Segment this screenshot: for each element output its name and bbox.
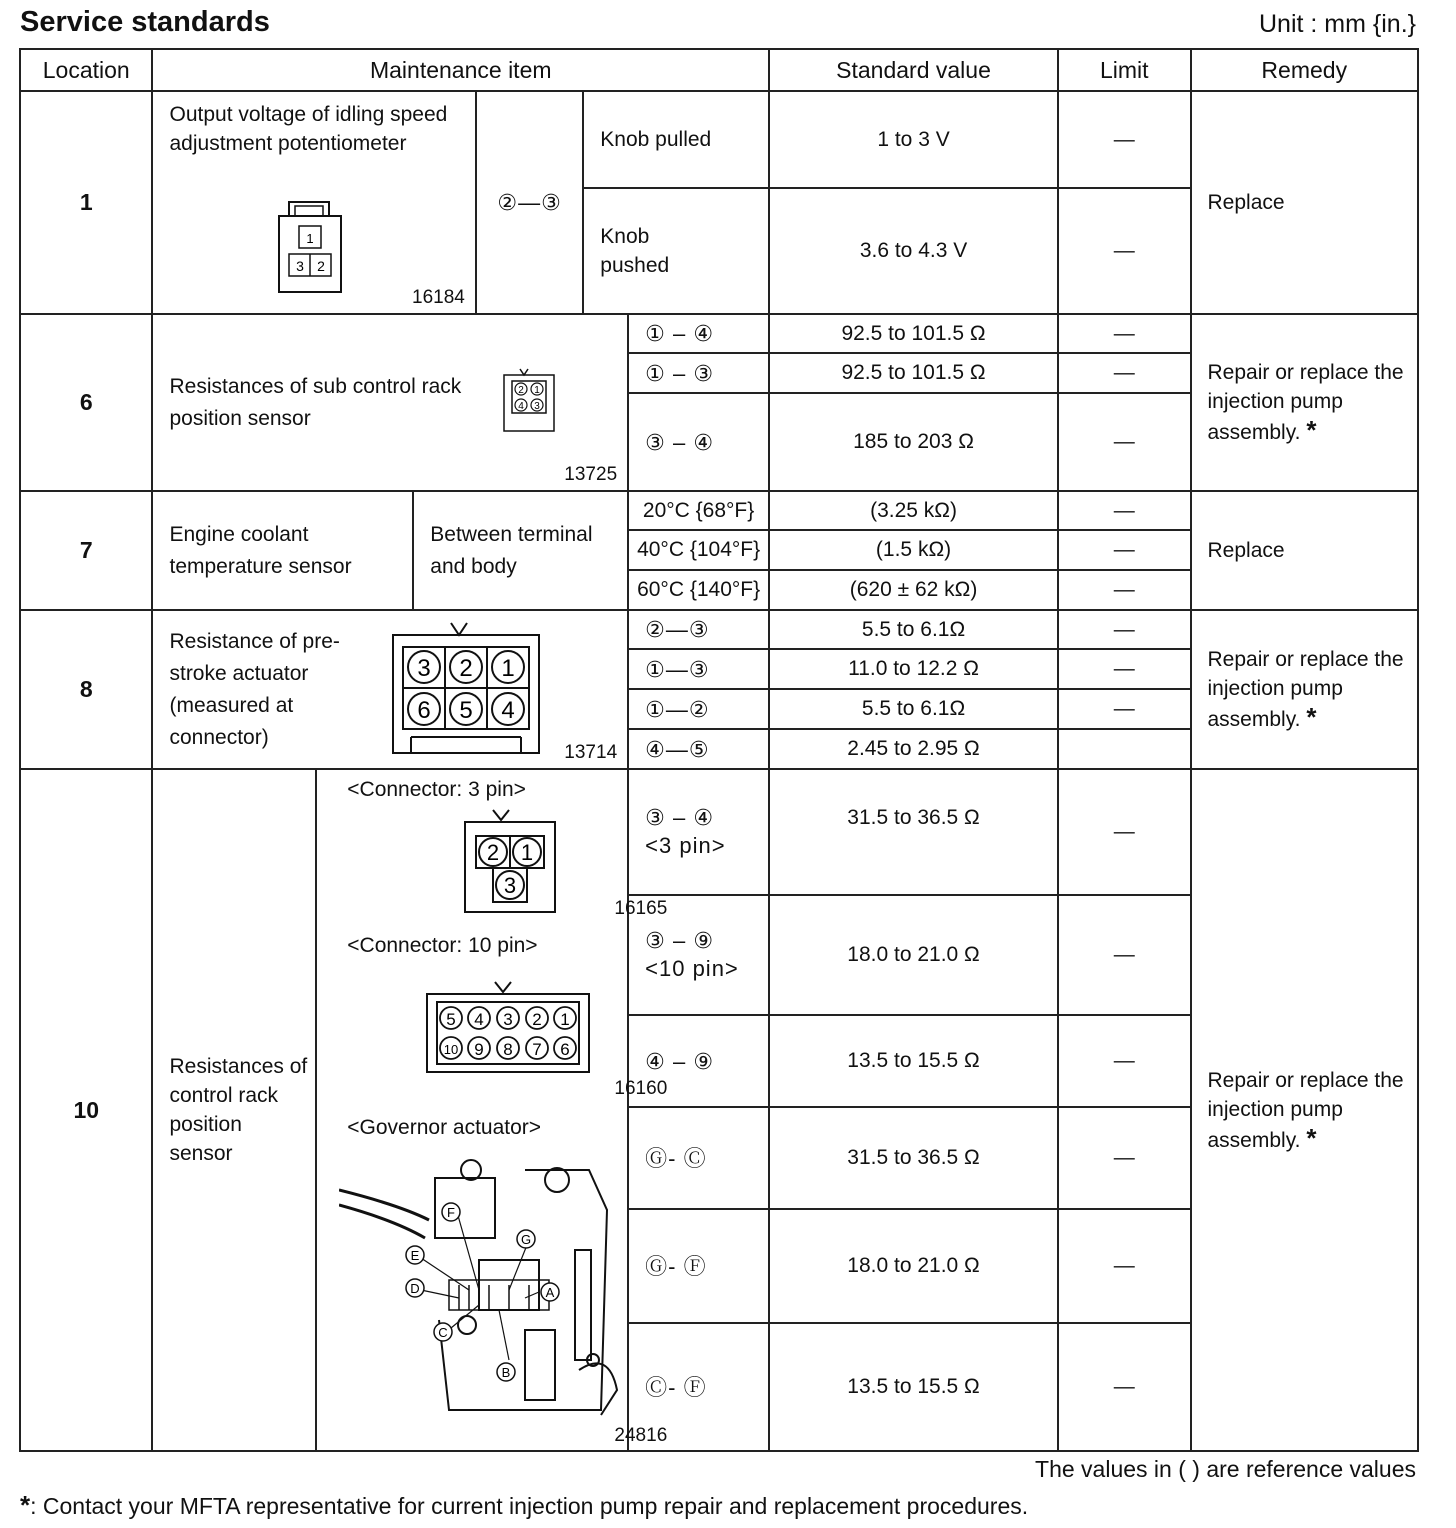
table-row	[20, 491, 1418, 530]
value-cell: (620 ± 62 kΩ)	[769, 570, 1058, 610]
remedy-cell: Replace	[1191, 491, 1419, 610]
table-row	[20, 91, 1418, 188]
limit-cell: —	[1058, 353, 1190, 393]
location-cell: 6	[20, 314, 152, 491]
col-limit: Limit	[1058, 49, 1190, 91]
limit-cell: —	[1058, 895, 1190, 1015]
value-cell: 11.0 to 12.2 Ω	[769, 649, 1058, 689]
value-cell: 92.5 to 101.5 Ω	[769, 353, 1058, 393]
connector-diagram	[271, 200, 351, 295]
pin-cell: ④ – ⑨	[628, 1015, 769, 1107]
pin-label: F	[447, 1205, 456, 1220]
figure-number: 16165	[614, 898, 668, 919]
location-cell: 8	[20, 610, 152, 769]
value-cell: 13.5 to 15.5 Ω	[769, 1015, 1058, 1107]
col-standard-value: Standard value	[769, 49, 1058, 91]
pin-label: G	[521, 1232, 532, 1247]
value-cell: 31.5 to 36.5 Ω	[769, 769, 1058, 895]
remedy-cell	[1191, 610, 1419, 769]
item-cell	[152, 91, 475, 314]
pin-cell: Ⓒ- Ⓕ	[628, 1323, 769, 1451]
item-cell	[152, 314, 628, 491]
pin-label: 4	[501, 697, 516, 724]
limit-cell: —	[1058, 188, 1190, 314]
pin-label: 2	[518, 385, 525, 396]
table-row	[20, 610, 1418, 649]
temperature-cell: 20°C {68°F}	[628, 491, 769, 530]
value-cell: 18.0 to 21.0 Ω	[769, 895, 1058, 1015]
footnote	[20, 1490, 1028, 1521]
limit-cell: —	[1058, 649, 1190, 689]
location-cell: 7	[20, 491, 152, 610]
condition-cell: Knob pulled	[583, 91, 769, 188]
table-row	[20, 314, 1418, 353]
limit-cell: —	[1058, 91, 1190, 188]
pin-label: 5	[459, 697, 474, 724]
limit-cell: —	[1058, 1015, 1190, 1107]
limit-cell: —	[1058, 314, 1190, 353]
limit-cell: —	[1058, 530, 1190, 570]
pin-cell: ①—③	[628, 649, 769, 689]
value-cell: 2.45 to 2.95 Ω	[769, 729, 1058, 769]
governor-actuator-illustration	[339, 1150, 629, 1425]
governor-actuator-label: <Governor actuator>	[347, 1116, 542, 1139]
limit-cell: —	[1058, 689, 1190, 729]
value-cell: 5.5 to 6.1Ω	[769, 689, 1058, 729]
pin-label: 8	[503, 1040, 513, 1059]
connector-diagram	[500, 363, 558, 435]
pin-label: B	[501, 1365, 511, 1380]
figure-number: 13714	[564, 742, 618, 763]
pin-label: C	[438, 1325, 448, 1340]
pin-label: E	[410, 1248, 420, 1263]
connector-3pin-diagram	[461, 806, 561, 918]
figure-number: 16160	[614, 1078, 668, 1099]
value-cell: 1 to 3 V	[769, 91, 1058, 188]
table-header-row	[20, 49, 1418, 91]
figure-number: 16184	[412, 287, 465, 308]
asterisk-mark: *	[1306, 415, 1317, 445]
limit-cell: —	[1058, 393, 1190, 491]
pin-label: 6	[560, 1040, 570, 1059]
value-cell: 3.6 to 4.3 V	[769, 188, 1058, 314]
location-cell: 10	[20, 769, 152, 1451]
pin-label: A	[545, 1285, 555, 1300]
pin-cell: ②—③	[476, 91, 583, 314]
value-cell: 13.5 to 15.5 Ω	[769, 1323, 1058, 1451]
pin-cell: ③ – ④	[628, 393, 769, 491]
condition-cell: Knob pushed	[583, 188, 769, 314]
pin-label: 6	[417, 697, 432, 724]
remedy-cell: Replace	[1191, 91, 1419, 314]
item-text: Output voltage of idling speed adjustment potentiometer	[169, 103, 448, 155]
item-text: Resistance of pre-stroke actuator (measured at connector)	[169, 629, 340, 749]
footnote-text: : Contact your MFTA representative for current injection pump repair and replacement procedures.	[30, 1493, 1029, 1519]
remedy-text: Repair or replace the injection pump assembly.	[1207, 648, 1404, 731]
sub-item-cell: Between terminal and body	[413, 491, 628, 610]
pin-label: 4	[518, 401, 525, 412]
remedy-text: Repair or replace the injection pump assembly.	[1207, 361, 1404, 444]
item-text: Resistances of sub control rack position sensor	[169, 374, 462, 430]
page-title: Service standards	[20, 6, 270, 38]
diagram-area	[317, 770, 675, 1450]
temperature-cell: 40°C {104°F}	[628, 530, 769, 570]
pin-pair: ③ – ④	[645, 805, 715, 830]
reference-note: The values in ( ) are reference values	[1035, 1456, 1416, 1482]
service-standards-table	[19, 48, 1419, 1452]
pin-label: 2	[487, 840, 500, 865]
pin-cell: ① – ④	[628, 314, 769, 353]
pin-label: 7	[532, 1040, 542, 1059]
pin-label: 3	[534, 401, 541, 412]
pin-note: <10 pin>	[645, 956, 739, 981]
temperature-cell: 60°C {140°F}	[628, 570, 769, 610]
value-cell: 31.5 to 36.5 Ω	[769, 1107, 1058, 1209]
pin-label: 9	[474, 1040, 484, 1059]
pin-label: 5	[446, 1010, 456, 1029]
figure-number: 13725	[564, 464, 618, 485]
location-cell: 1	[20, 91, 152, 314]
pin-label: 1	[501, 655, 516, 682]
pin-label: 2	[459, 655, 474, 682]
pin-label: 10	[444, 1042, 459, 1057]
pin-pair: ③ – ⑨	[645, 928, 715, 953]
value-cell: 92.5 to 101.5 Ω	[769, 314, 1058, 353]
limit-cell: —	[1058, 1323, 1190, 1451]
diagram-cell	[316, 769, 668, 1451]
pin-label: 2	[317, 258, 326, 274]
pin-label: 1	[306, 231, 315, 246]
pin-label: D	[410, 1281, 420, 1296]
value-cell: (3.25 kΩ)	[769, 491, 1058, 530]
asterisk-mark: *	[1306, 702, 1317, 732]
item-cell: Resistances of control rack position sensor	[152, 769, 316, 1451]
table-row	[20, 769, 1418, 895]
col-maintenance-item: Maintenance item	[152, 49, 769, 91]
figure-number: 24816	[614, 1425, 668, 1446]
value-cell: 5.5 to 6.1Ω	[769, 610, 1058, 649]
limit-cell: —	[1058, 570, 1190, 610]
connector-10pin-label: <Connector: 10 pin>	[347, 934, 538, 957]
value-cell: 18.0 to 21.0 Ω	[769, 1209, 1058, 1323]
pin-label: 3	[417, 655, 432, 682]
asterisk-mark: *	[1306, 1122, 1317, 1153]
pin-cell: ②—③	[628, 610, 769, 649]
value-cell: (1.5 kΩ)	[769, 530, 1058, 570]
connector-10pin-diagram	[423, 978, 593, 1078]
limit-cell: —	[1058, 610, 1190, 649]
remedy-text: Repair or replace the injection pump assembly.	[1207, 1068, 1404, 1152]
item-cell	[152, 610, 628, 769]
limit-cell: —	[1058, 1209, 1190, 1323]
pin-cell: Ⓖ- Ⓕ	[628, 1209, 769, 1323]
limit-cell: —	[1058, 491, 1190, 530]
limit-cell: —	[1058, 1107, 1190, 1209]
connector-diagram	[389, 617, 544, 762]
pin-cell: ①—②	[628, 689, 769, 729]
value-cell: 185 to 203 Ω	[769, 393, 1058, 491]
pin-label: 1	[521, 840, 534, 865]
pin-label: 1	[534, 385, 541, 396]
col-location: Location	[20, 49, 152, 91]
pin-cell: ① – ③	[628, 353, 769, 393]
pin-cell: ④—⑤	[628, 729, 769, 769]
remedy-cell	[1191, 314, 1419, 491]
pin-label: 3	[503, 1010, 513, 1029]
connector-3pin-label: <Connector: 3 pin>	[347, 778, 526, 801]
pin-label: 3	[296, 258, 305, 274]
unit-label: Unit : mm {in.}	[1259, 10, 1416, 38]
item-cell: Engine coolant temperature sensor	[152, 491, 413, 610]
pin-label: 2	[532, 1010, 542, 1029]
limit-cell	[1058, 729, 1190, 769]
pin-note: <3 pin>	[645, 833, 726, 858]
pin-label: 4	[474, 1010, 484, 1029]
limit-cell: —	[1058, 769, 1190, 895]
asterisk-mark: *	[20, 1490, 31, 1520]
pin-cell: Ⓖ- Ⓒ	[628, 1107, 769, 1209]
pin-label: 1	[560, 1010, 570, 1029]
col-remedy: Remedy	[1191, 49, 1419, 91]
remedy-cell	[1191, 769, 1419, 1451]
pin-label: 3	[504, 873, 517, 898]
